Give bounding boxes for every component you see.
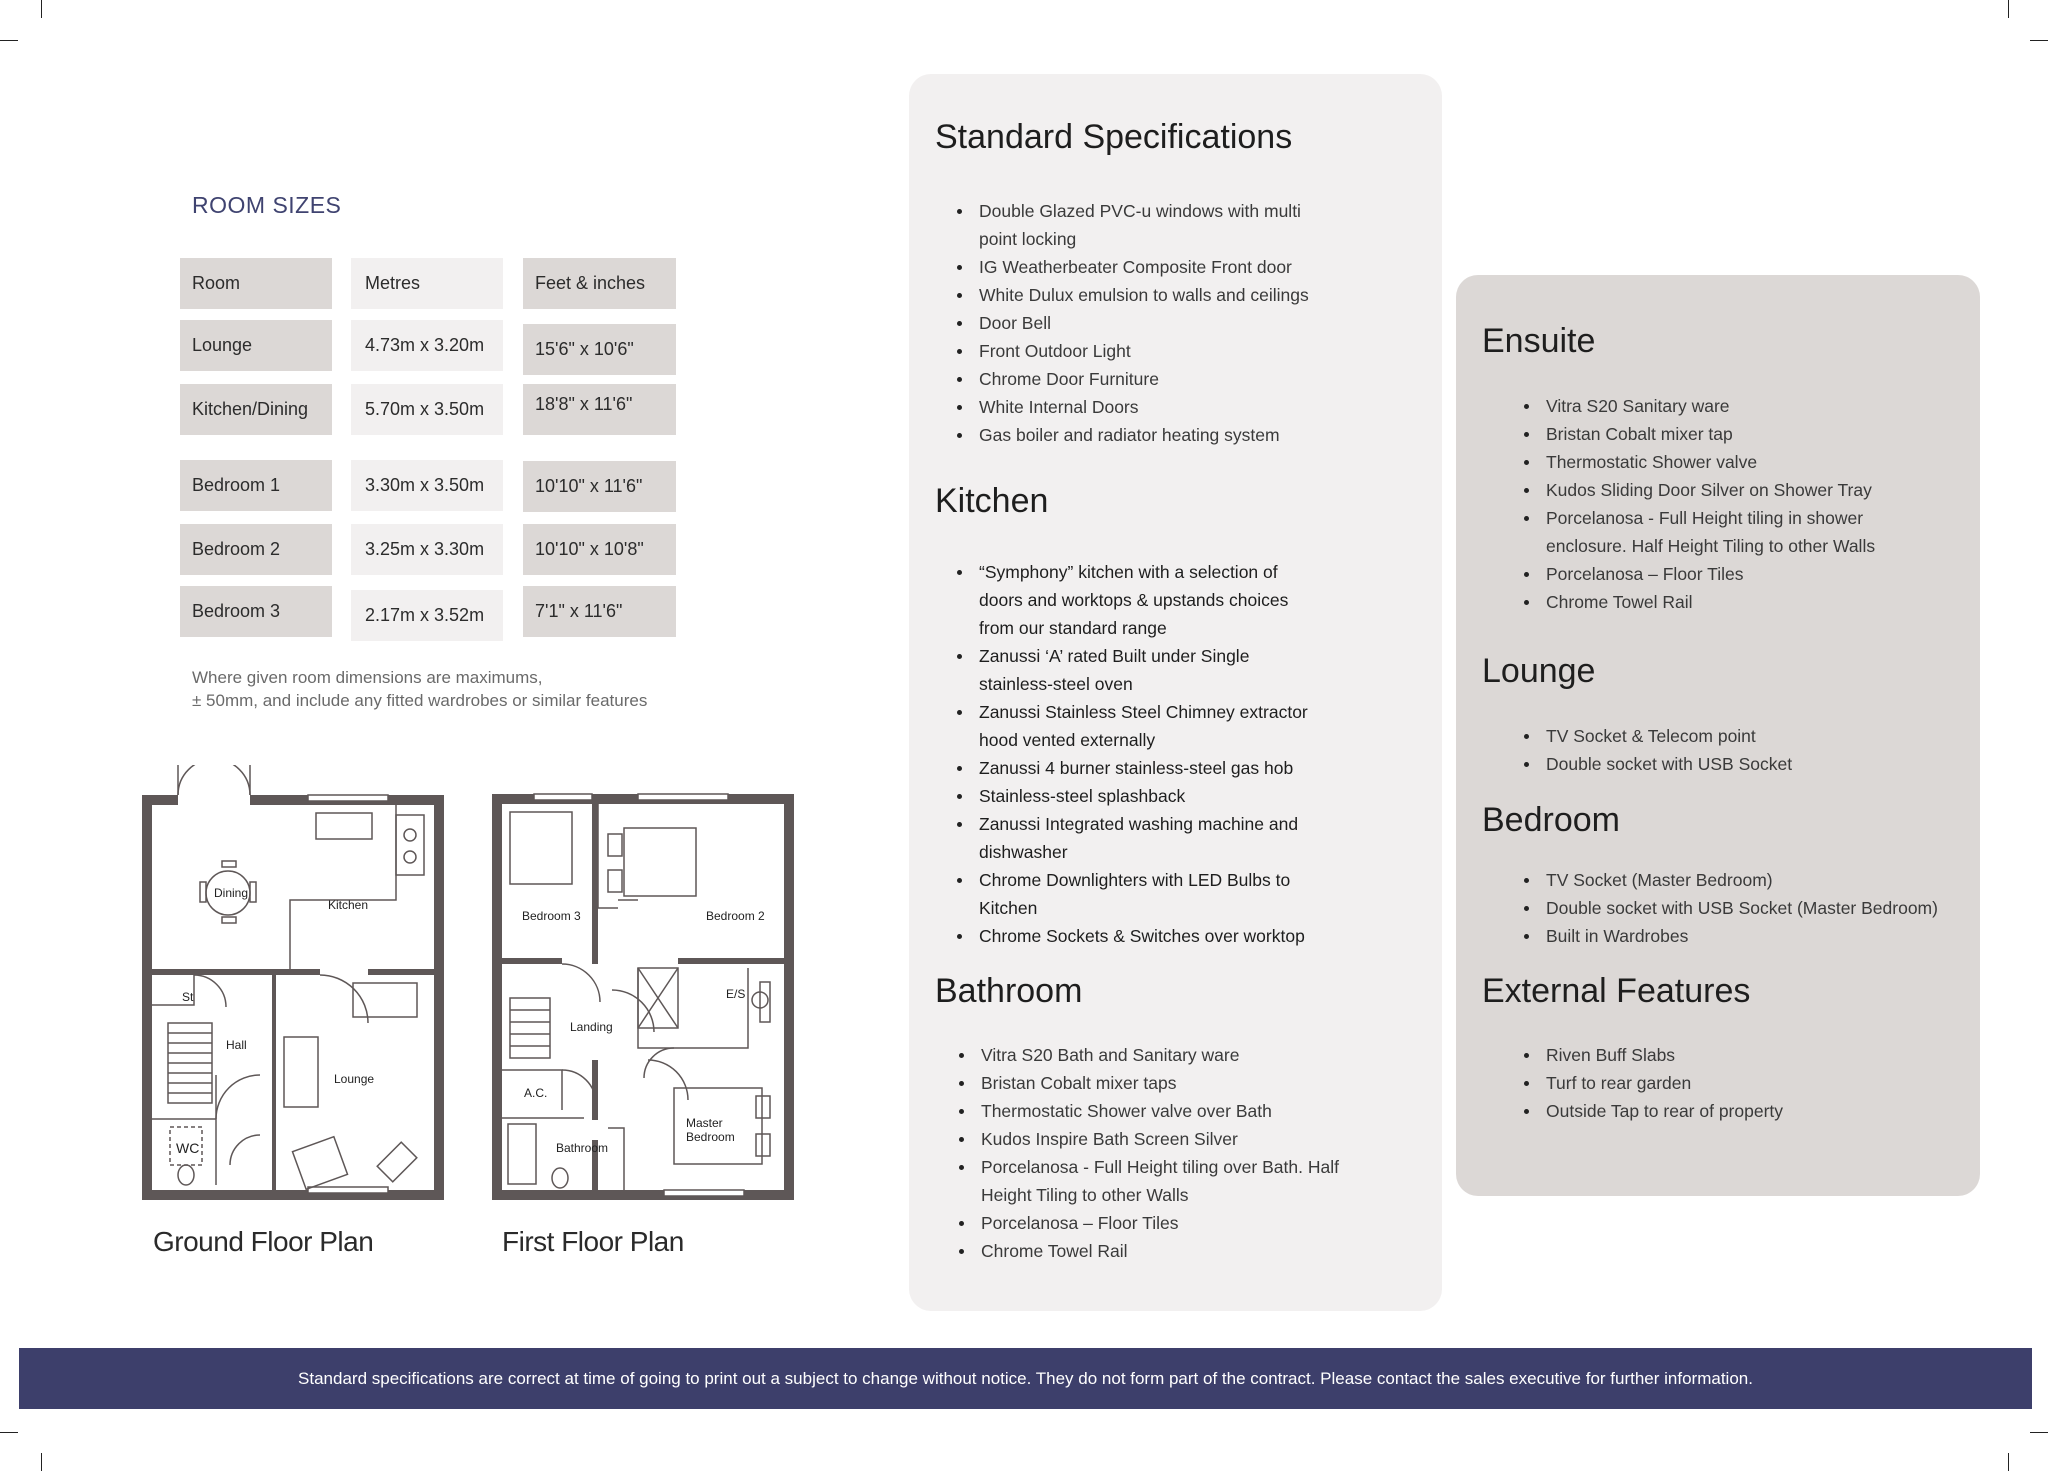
kitchen-label: Kitchen	[328, 898, 369, 912]
dining-label: Dining	[214, 886, 249, 900]
bedroom-list	[1546, 866, 1938, 950]
bedroom-item: Built in Wardrobes	[1546, 922, 1938, 950]
master-label: Master	[686, 1116, 723, 1130]
standard-specifications-list	[979, 197, 1309, 449]
room-feet: 18'8" x 11'6"	[523, 384, 676, 435]
spec-item: Gas boiler and radiator heating system	[979, 421, 1309, 449]
spec-item: White Dulux emulsion to walls and ceilings	[979, 281, 1309, 309]
external-item: Riven Buff Slabs	[1546, 1041, 1783, 1069]
bathroom-item: Vitra S20 Bath and Sanitary ware	[981, 1041, 1339, 1069]
room-metres: 5.70m x 3.50m	[351, 384, 503, 435]
ensuite-item: Porcelanosa - Full Height tiling in shower enclosure. Half Height Tiling to other Walls	[1546, 504, 1875, 560]
crop-mark	[2008, 1453, 2009, 1471]
bathroom-item: Thermostatic Shower valve over Bath	[981, 1097, 1339, 1125]
room-feet: 10'10" x 11'6"	[523, 461, 676, 512]
external-item: Outside Tap to rear of property	[1546, 1097, 1783, 1125]
landing-label: Landing	[570, 1020, 613, 1034]
lounge-list	[1546, 722, 1792, 778]
crop-mark	[41, 0, 42, 18]
st-label: St	[182, 990, 194, 1004]
bedroom2-label: Bedroom 2	[706, 909, 765, 923]
bedroom-item: Double socket with USB Socket (Master Bedroom)	[1546, 894, 1938, 922]
lounge-label: Lounge	[334, 1072, 375, 1086]
room-sizes-title: ROOM SIZES	[192, 192, 342, 218]
header-feet: Feet & inches	[523, 258, 676, 309]
first-floor-plan	[488, 790, 798, 1220]
first-floor-title: First Floor Plan	[502, 1226, 684, 1257]
room-feet: 7'1" x 11'6"	[523, 586, 676, 637]
spec-item: Double Glazed PVC-u windows with multi point locking	[979, 197, 1309, 253]
spec-item: Front Outdoor Light	[979, 337, 1309, 365]
spec-item: Chrome Door Furniture	[979, 365, 1309, 393]
room-name: Kitchen/Dining	[180, 384, 332, 435]
master-bedroom-label: Bedroom	[686, 1130, 735, 1144]
kitchen-title: Kitchen	[935, 482, 1049, 520]
room-name: Bedroom 2	[180, 524, 332, 575]
room-feet: 10'10" x 10'8"	[523, 524, 676, 575]
bedroom3-label: Bedroom 3	[522, 909, 581, 923]
ensuite-item: Porcelanosa – Floor Tiles	[1546, 560, 1875, 588]
room-metres: 2.17m x 3.52m	[351, 590, 503, 641]
crop-mark	[41, 1453, 42, 1471]
bedroom-title: Bedroom	[1482, 801, 1620, 839]
bedroom-item: TV Socket (Master Bedroom)	[1546, 866, 1938, 894]
room-feet: 15'6" x 10'6"	[523, 324, 676, 375]
header-room: Room	[180, 258, 332, 309]
ensuite-item: Kudos Sliding Door Silver on Shower Tray	[1546, 476, 1875, 504]
crop-mark	[2008, 0, 2009, 18]
room-metres: 4.73m x 3.20m	[351, 320, 503, 371]
note-line: Where given room dimensions are maximums,	[192, 668, 543, 687]
note-line: ± 50mm, and include any fitted wardrobes or similar features	[192, 691, 648, 710]
ensuite-item: Chrome Towel Rail	[1546, 588, 1875, 616]
external-item: Turf to rear garden	[1546, 1069, 1783, 1097]
room-name: Bedroom 1	[180, 460, 332, 511]
kitchen-item: Zanussi Integrated washing machine and dishwasher	[979, 810, 1308, 866]
lounge-item: TV Socket & Telecom point	[1546, 722, 1792, 750]
bathroom-label: Bathroom	[556, 1141, 609, 1155]
footer-text: Standard specifications are correct at time of going to print out a subject to change without notice. They do not form part of the contract. Please contact the sales executive for further information.	[298, 1368, 1753, 1388]
bathroom-title: Bathroom	[935, 972, 1083, 1010]
dimensions-note	[192, 666, 647, 712]
wc-label: WC	[176, 1140, 200, 1156]
kitchen-item: Zanussi ‘A’ rated Built under Single stainless-steel oven	[979, 642, 1308, 698]
external-features-title: External Features	[1482, 972, 1751, 1010]
hall-label: Hall	[226, 1038, 247, 1052]
room-metres: 3.30m x 3.50m	[351, 460, 503, 511]
ensuite-title: Ensuite	[1482, 322, 1596, 360]
kitchen-item: “Symphony” kitchen with a selection of doors and worktops & upstands choices from our standard range	[979, 558, 1308, 642]
bathroom-item: Kudos Inspire Bath Screen Silver	[981, 1125, 1339, 1153]
kitchen-item: Zanussi 4 burner stainless-steel gas hob	[979, 754, 1308, 782]
kitchen-item: Stainless-steel splashback	[979, 782, 1308, 810]
bathroom-list	[981, 1041, 1339, 1265]
crop-mark	[0, 40, 18, 41]
ensuite-item: Thermostatic Shower valve	[1546, 448, 1875, 476]
ensuite-list	[1546, 392, 1875, 616]
ground-floor-title: Ground Floor Plan	[153, 1226, 374, 1257]
header-metres: Metres	[351, 258, 503, 309]
spec-item: IG Weatherbeater Composite Front door	[979, 253, 1309, 281]
ac-label: A.C.	[524, 1086, 548, 1100]
spec-item: Door Bell	[979, 309, 1309, 337]
bathroom-item: Chrome Towel Rail	[981, 1237, 1339, 1265]
crop-mark	[2030, 40, 2048, 41]
room-name: Lounge	[180, 320, 332, 371]
spec-item: White Internal Doors	[979, 393, 1309, 421]
kitchen-list	[979, 558, 1308, 950]
bathroom-item: Bristan Cobalt mixer taps	[981, 1069, 1339, 1097]
room-metres: 3.25m x 3.30m	[351, 524, 503, 575]
external-features-list	[1546, 1041, 1783, 1125]
es-label: E/S	[726, 987, 746, 1001]
bathroom-item: Porcelanosa – Floor Tiles	[981, 1209, 1339, 1237]
ensuite-item: Bristan Cobalt mixer tap	[1546, 420, 1875, 448]
room-name: Bedroom 3	[180, 586, 332, 637]
kitchen-item: Zanussi Stainless Steel Chimney extractor hood vented externally	[979, 698, 1308, 754]
crop-mark	[0, 1432, 18, 1433]
lounge-item: Double socket with USB Socket	[1546, 750, 1792, 778]
ground-floor-plan	[138, 765, 448, 1225]
ensuite-item: Vitra S20 Sanitary ware	[1546, 392, 1875, 420]
lounge-title: Lounge	[1482, 652, 1596, 690]
footer-disclaimer	[19, 1348, 2032, 1409]
kitchen-item: Chrome Sockets & Switches over worktop	[979, 922, 1308, 950]
crop-mark	[2030, 1432, 2048, 1433]
bathroom-item: Porcelanosa - Full Height tiling over Bath. Half Height Tiling to other Walls	[981, 1153, 1339, 1209]
standard-specifications-title: Standard Specifications	[935, 118, 1293, 156]
kitchen-item: Chrome Downlighters with LED Bulbs to Kitchen	[979, 866, 1308, 922]
